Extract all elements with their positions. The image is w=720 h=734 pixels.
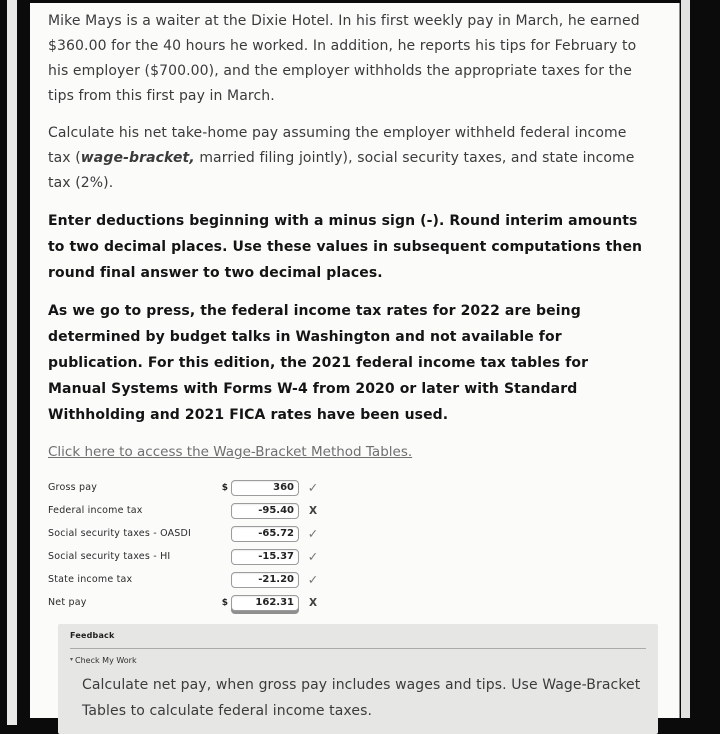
row-label: Social security taxes - HI	[48, 551, 171, 562]
amount-input[interactable]	[231, 503, 299, 519]
incorrect-x-icon: X	[308, 504, 318, 517]
feedback-panel	[58, 624, 658, 734]
instruction-pre: Calculate his net take-home pay assuming the employer withheld federal income tax (	[48, 125, 627, 166]
correct-check-icon: ✓	[307, 526, 319, 541]
form-row	[48, 499, 643, 522]
row-label: Net pay	[48, 597, 87, 608]
row-label: Federal income tax	[48, 505, 143, 516]
check-my-work-label: Check My Work	[75, 656, 137, 665]
feedback-message: Calculate net pay, when gross pay includes wages and tips. Use Wage-Bracket Tables to calculate federal income taxes.	[82, 677, 641, 719]
amount-input[interactable]	[231, 595, 299, 611]
feedback-title: Feedback	[70, 631, 115, 640]
row-label: Gross pay	[48, 482, 98, 493]
correct-check-icon: ✓	[307, 572, 319, 587]
scrollbar-track[interactable]	[681, 0, 690, 718]
row-label: Social security taxes - OASDI	[48, 528, 192, 539]
problem-page	[30, 3, 680, 718]
amount-input[interactable]	[231, 480, 299, 496]
rounding-instruction: Enter deductions beginning with a minus sign (-). Round interim amounts to two decimal places. Use these values in subsequent computations then round final answer to two decimal places.	[48, 213, 643, 281]
amount-input[interactable]	[231, 572, 299, 588]
amount-input[interactable]	[231, 526, 299, 542]
form-row	[48, 522, 643, 545]
payroll-form	[48, 476, 643, 614]
incorrect-x-icon: X	[308, 596, 318, 609]
form-row	[48, 476, 643, 499]
form-row	[48, 591, 643, 614]
left-bezel-strip	[7, 0, 17, 725]
amount-input[interactable]	[231, 549, 299, 565]
instruction-post: married filing jointly), social security taxes, and state income tax (2%).	[48, 150, 635, 191]
problem-statement: Mike Mays is a waiter at the Dixie Hotel. In his first weekly pay in March, he earned $360.00 for the 40 hours he worked. In addition, he reports his tips for February to his employer ($700.00), and the employer withholds the appropriate taxes for the tips from this first pay in March.	[48, 13, 640, 104]
tax-tables-note: As we go to press, the federal income tax rates for 2022 are being determined by budget talks in Washington and not available for publication. For this edition, the 2021 federal income tax tables for Manual Systems with Forms W-4 from 2020 or later with Standard Withholding and 2021 FICA rates have been used.	[48, 303, 589, 423]
form-row	[48, 568, 643, 591]
correct-check-icon: ✓	[307, 549, 319, 564]
row-label: State income tax	[48, 574, 133, 585]
calculation-instruction	[48, 121, 643, 196]
form-row	[48, 545, 643, 568]
chevron-down-icon: ▾	[70, 656, 74, 663]
dollar-sign: $	[221, 482, 228, 493]
correct-check-icon: ✓	[307, 480, 319, 495]
check-my-work-toggle[interactable]	[70, 656, 646, 665]
feedback-divider	[70, 648, 646, 649]
dollar-sign: $	[221, 597, 228, 608]
wage-bracket-tables-link[interactable]: Click here to access the Wage-Bracket Method Tables.	[48, 444, 413, 460]
wage-bracket-emphasis: wage-bracket,	[80, 150, 195, 166]
